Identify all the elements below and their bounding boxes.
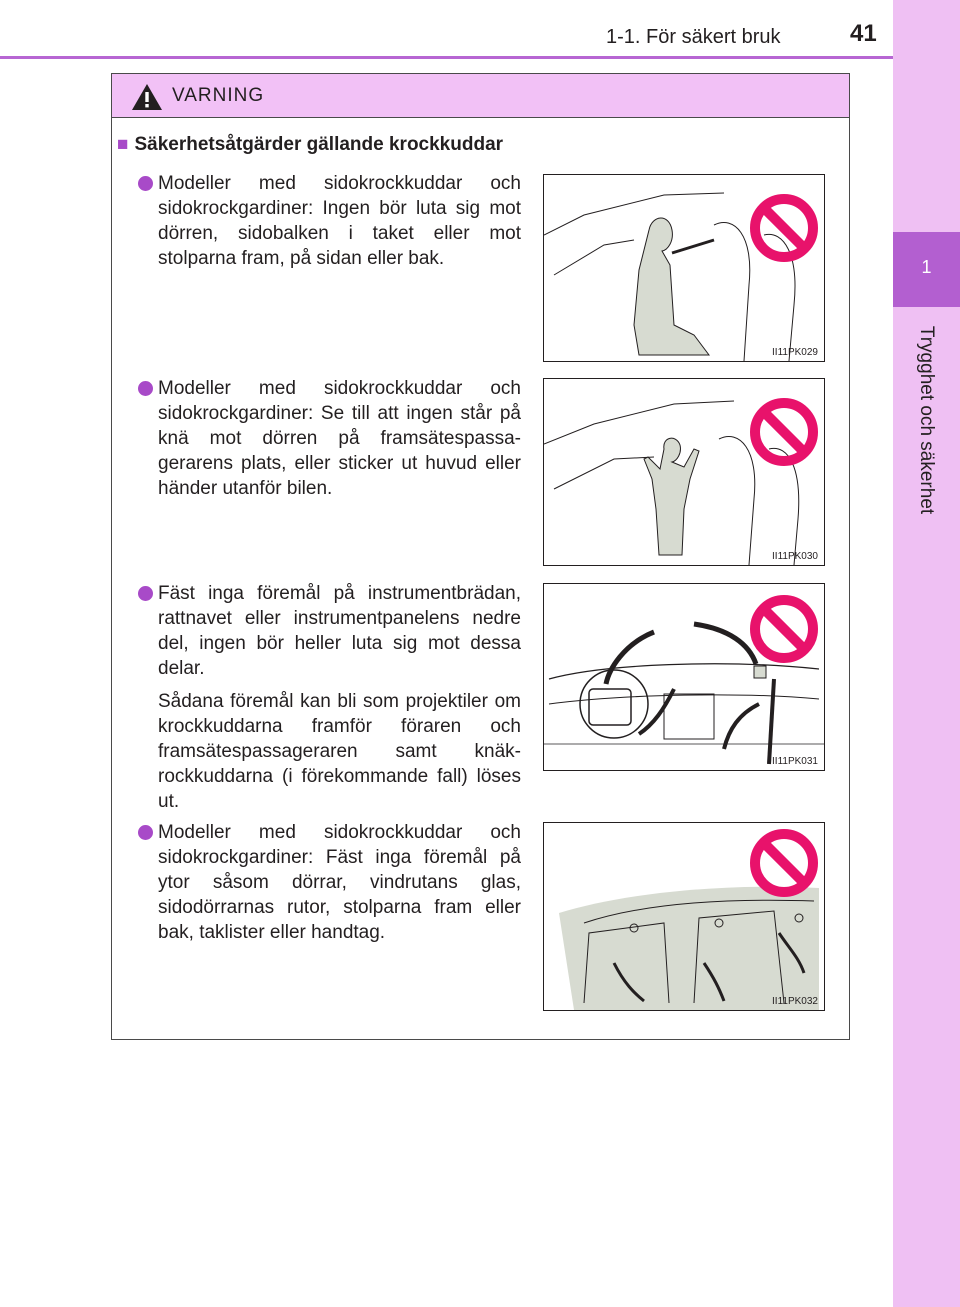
prohibition-icon: [749, 828, 819, 898]
section-heading: [117, 134, 503, 156]
warning-header: [112, 74, 849, 118]
header-rule: [0, 56, 893, 59]
warning-item-text: Modeller med sidokrockkuddar och sidokrockgardiner: Ingen bör luta sig mot dörren, sidobalken i taket eller mot stolparna fram, på sidan eller bak.: [158, 173, 521, 269]
chapter-number: 1: [921, 257, 932, 277]
section-title: 1-1. För säkert bruk: [606, 26, 781, 48]
figure-dashboard: [543, 583, 825, 771]
prohibition-icon: [749, 193, 819, 263]
warning-title: VARNING: [172, 85, 265, 106]
figure-doors-windows: [543, 822, 825, 1011]
warning-item-note: Sådana föremål kan bli som projektiler om krockkuddarna framför föraren och framsätespassageraren samt knäk-rockkuddarna (i förekommande fall) löses ut.: [158, 691, 521, 812]
warning-item: [138, 581, 521, 814]
warning-item: [138, 171, 521, 271]
chapter-tab[interactable]: [893, 232, 960, 307]
figure-code: II11PK030: [772, 551, 818, 562]
figure-code: II11PK032: [772, 996, 818, 1007]
warning-triangle-icon: [130, 82, 164, 112]
warning-item-text: Modeller med sidokrockkuddar och sidokrockgardiner: Fäst inga föremål på ytor såsom dörrar, vindrutans glas, sidodörrarnas rutor, stolparna fram eller bak, taklister eller handtag.: [158, 822, 521, 943]
figure-kneel-seat: [543, 378, 825, 566]
warning-item-text: Modeller med sidokrockkuddar och sidokrockgardiner: Se till att ingen står på knä mot dörren på framsätespassa-gerarens plats, eller sticker ut huvud eller händer utanför bilen.: [158, 378, 521, 499]
warning-item: [138, 820, 521, 945]
figure-code: II11PK029: [772, 347, 818, 358]
chapter-sidebar: [893, 0, 960, 1307]
square-bullet-icon: ■: [117, 134, 129, 155]
prohibition-icon: [749, 397, 819, 467]
warning-item-text: Fäst inga föremål på instrumentbrädan, rattnavet eller instrumentpanelens nedre del, ingen bör heller luta sig mot dessa delar.: [158, 583, 521, 679]
section-heading-text: Säkerhetsåtgärder gällande krockkuddar: [134, 134, 504, 155]
figure-code: II11PK031: [772, 756, 818, 767]
figure-lean-door: [543, 174, 825, 362]
warning-item: [138, 376, 521, 501]
chapter-label: Trygghet och säkerhet: [916, 325, 937, 515]
prohibition-icon: [749, 594, 819, 664]
page-number: 41: [850, 20, 877, 47]
